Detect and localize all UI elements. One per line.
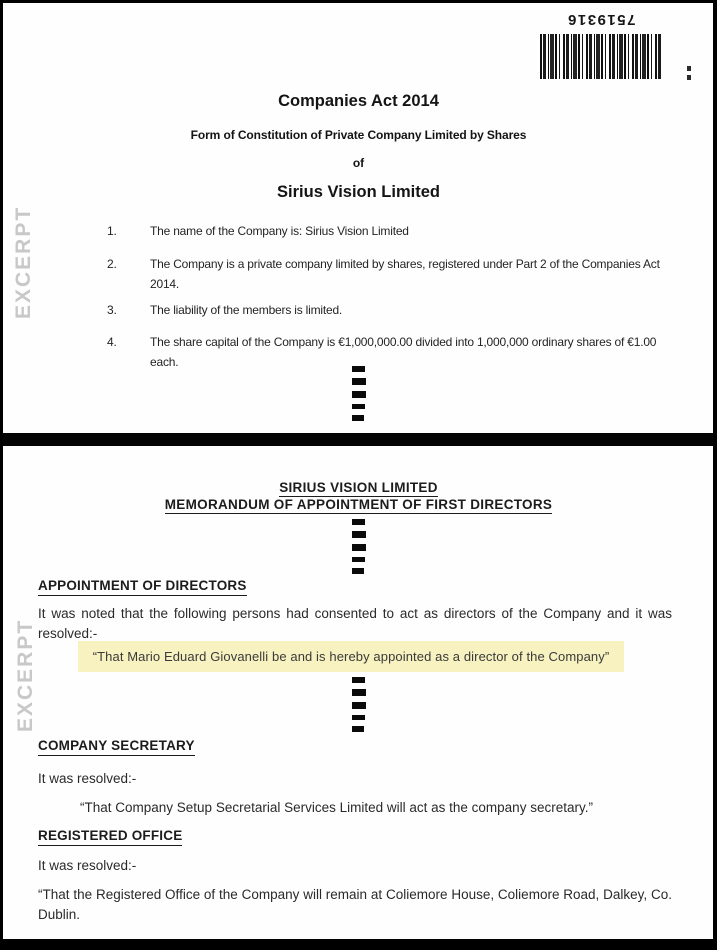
registered-office-resolution: “That the Registered Office of the Company will remain at Coliemore House, Coliemore Road, Dalkey, Co. Dublin. [38,887,672,922]
of-connector: of [352,156,365,170]
registered-office-intro-line: It was resolved:- [38,858,137,873]
frame-border-bottom [0,939,717,950]
clause-number: 4. [107,335,117,349]
directors-intro-paragraph: It was noted that the following persons had consented to act as directors of the Company and it was resolved:- [38,606,672,641]
act-title: Companies Act 2014 [278,92,439,110]
memorandum-title: MEMORANDUM OF APPOINTMENT OF FIRST DIRECTORS [164,497,553,512]
clause-number: 1. [107,224,117,238]
barcode-block [538,8,664,79]
clause-text: The share capital of the Company is €1,000,000.00 divided into 1,000,000 ordinary shares of €1.00 each. [150,335,657,369]
heading-text: COMPANY SECRETARY [38,738,195,756]
secretary-intro-line: It was resolved:- [38,771,137,786]
memorandum-company-name: SIRIUS VISION LIMITED [279,480,438,495]
heading-text: REGISTERED OFFICE [38,828,182,846]
barcode-icon [540,34,662,79]
clause-text: The Company is a private company limited by shares, registered under Part 2 of the Companies Act 2014. [150,257,660,291]
frame-border-top [0,0,717,3]
omission-ellipsis [352,366,367,427]
barcode-number: 7519316 [566,11,636,28]
clause-text: The liability of the members is limited. [150,303,343,317]
omission-ellipsis [352,519,367,580]
heading-text: APPOINTMENT OF DIRECTORS [38,578,247,596]
clause-number: 2. [107,257,117,271]
clause-text: The name of the Company is: Sirius Vision Limited [150,224,409,238]
excerpt-watermark: EXCERPT [12,205,35,319]
memorandum-header [0,480,717,514]
form-subtitle: Form of Constitution of Private Company Limited by Shares [190,128,527,142]
company-secretary-heading [38,738,195,756]
appointed-director-resolution: “That Mario Eduard Giovanelli be and is hereby appointed as a director of the Company” [78,641,624,672]
appointment-of-directors-heading [38,578,247,596]
excerpt-watermark: EXCERPT [14,618,37,732]
omission-ellipsis [352,677,367,738]
frame-border-right [713,0,717,950]
scan-artifact-dots [687,66,692,84]
secretary-resolution: “That Company Setup Secretarial Services Limited will act as the company secretary.” [80,800,593,815]
company-name-title: Sirius Vision Limited [277,183,440,201]
clause-number: 3. [107,303,117,317]
registered-office-heading [38,828,182,846]
frame-border-left [0,0,3,950]
page-divider-bar [0,433,717,446]
